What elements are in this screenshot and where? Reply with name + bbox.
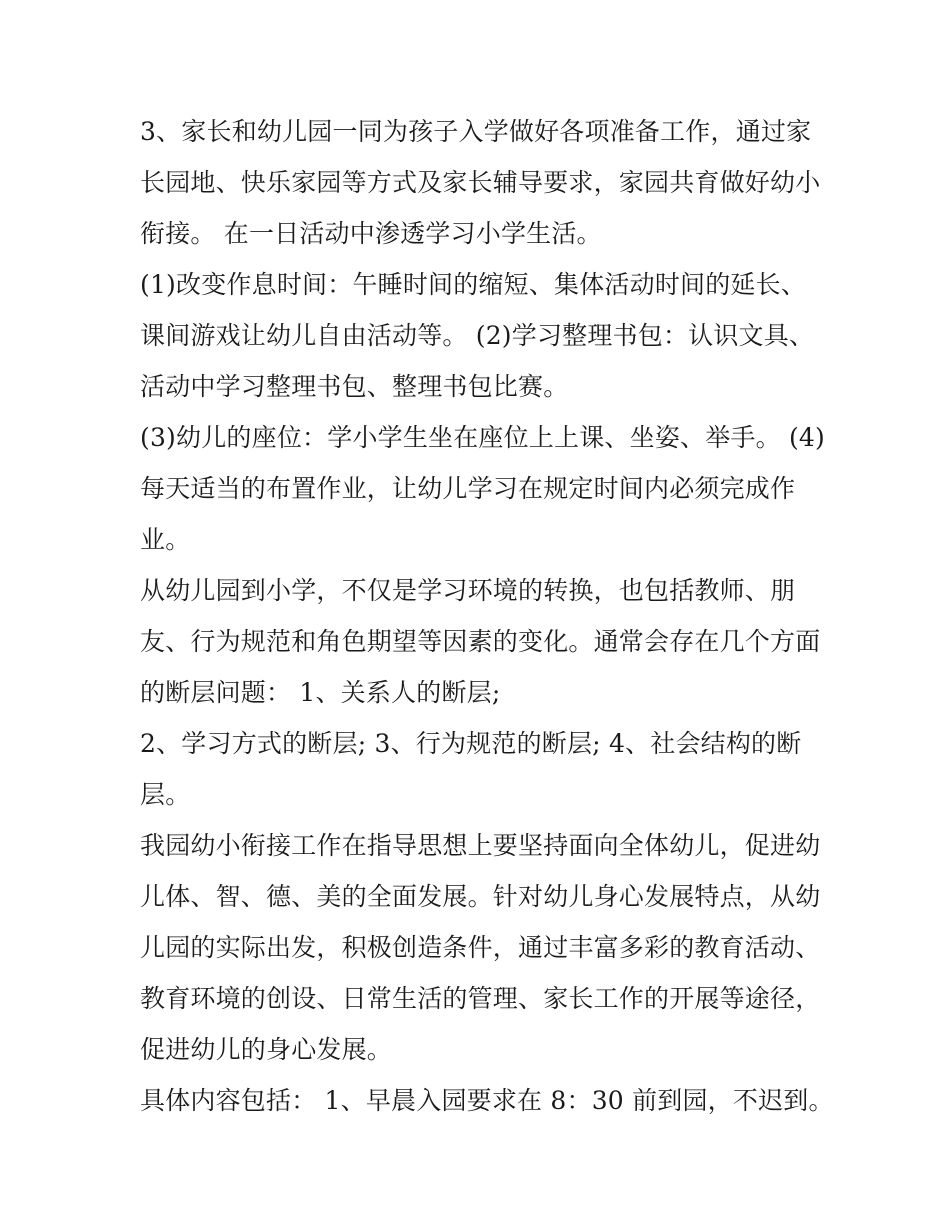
text-line: 活动中学习整理书包、整理书包比赛。 bbox=[140, 372, 569, 401]
text-line: 层。 bbox=[140, 780, 191, 809]
text-line: 2、学习方式的断层; 3、行为规范的断层; 4、社会结构的断 bbox=[140, 729, 802, 758]
text-line: 长园地、快乐家园等方式及家长辅导要求，家园共育做好幼小 bbox=[140, 168, 821, 197]
text-line: 儿体、智、德、美的全面发展。针对幼儿身心发展特点，从幼 bbox=[140, 882, 821, 911]
text-line: 我园幼小衔接工作在指导思想上要坚持面向全体幼儿，促进幼 bbox=[140, 831, 821, 860]
text-line: 具体内容包括： 1、早晨入园要求在 8：30 前到园，不迟到。 bbox=[140, 1086, 834, 1115]
text-line: 促进幼儿的身心发展。 bbox=[140, 1035, 393, 1064]
text-line: 课间游戏让幼儿自由活动等。 (2)学习整理书包：认识文具、 bbox=[140, 321, 815, 350]
text-line: 每天适当的布置作业，让幼儿学习在规定时间内必须完成作 bbox=[140, 474, 796, 503]
text-line: 教育环境的创设、日常生活的管理、家长工作的开展等途径， bbox=[140, 984, 821, 1013]
text-line: 友、行为规范和角色期望等因素的变化。通常会存在几个方面 bbox=[140, 627, 821, 656]
text-line: 从幼儿园到小学，不仅是学习环境的转换，也包括教师、朋 bbox=[140, 576, 796, 605]
text-line: 衔接。 在一日活动中渗透学习小学生活。 bbox=[140, 219, 602, 248]
text-line: (1)改变作息时间：午睡时间的缩短、集体活动时间的延长、 bbox=[140, 270, 807, 299]
text-line: 业。 bbox=[140, 525, 191, 554]
text-line: 的断层问题： 1、关系人的断层; bbox=[140, 678, 501, 707]
document-body bbox=[140, 106, 834, 1126]
text-line: (3)幼儿的座位：学小学生坐在座位上上课、坐姿、举手。 (4) bbox=[140, 423, 825, 452]
text-line: 3、家长和幼儿园一同为孩子入学做好各项准备工作，通过家 bbox=[140, 117, 812, 146]
text-line: 儿园的实际出发，积极创造条件，通过丰富多彩的教育活动、 bbox=[140, 933, 821, 962]
